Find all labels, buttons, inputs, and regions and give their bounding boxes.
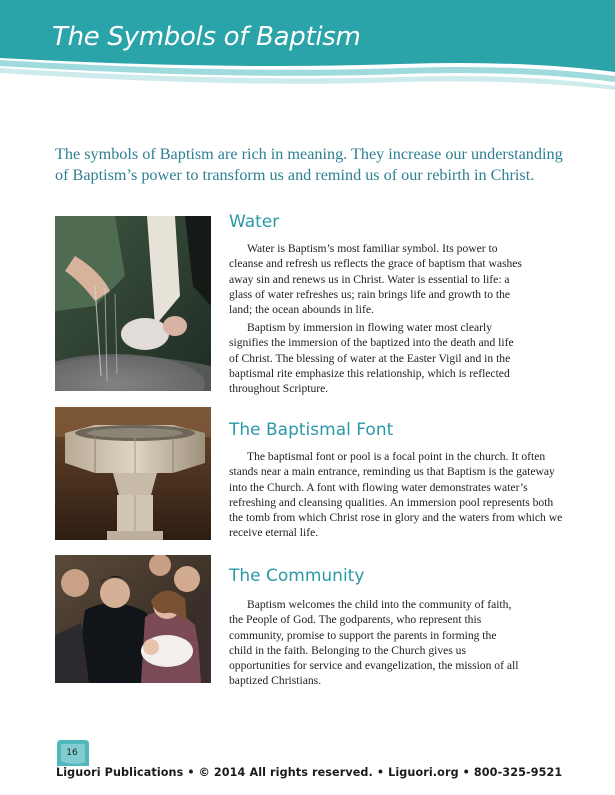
- water-paragraph-2: Baptism by immersion in flowing water most clearly signifies the immersion of the baptized into the death and life of Christ. The blessing of water at the Easter Vigil and in the baptismal rite emphasize this relationship, which is reflected throughout Scripture.: [229, 321, 514, 396]
- section-title-community: The Community: [229, 566, 365, 586]
- baptismal-font-photo: [55, 407, 211, 540]
- water-photo: [55, 216, 211, 391]
- section-title-baptismal-font: The Baptismal Font: [229, 420, 394, 440]
- baptismal-font-paragraph: The baptismal font or pool is a focal point in the church. It often stands near a main entrance, reminding us that Baptism is the gateway into the Church. A font with flowing water demonstrates water’s refreshing and cleansing qualities. An immersion pool represents both the tomb from which Christ rose in glory and the waters from which we receive eternal life.: [229, 450, 563, 540]
- header-band: [0, 0, 615, 95]
- footer-text: Liguori Publications • © 2014 All rights reserved. • Liguori.org • 800-325-9521: [56, 766, 563, 779]
- page-number-badge: [57, 740, 89, 766]
- section-title-water: Water: [229, 212, 280, 232]
- community-paragraph: Baptism welcomes the child into the community of faith, the People of God. The godparents, who represent this community, promise to support the parents in forming the child in the faith. Belonging to the Church gives us opportunities for service and evangelization, the mission of all baptized Christians.: [229, 598, 519, 688]
- water-paragraph-1: Water is Baptism’s most familiar symbol. Its power to cleanse and refresh us reflects the grace of baptism that washes away sin and renews us in Christ. Water is essential to life: a glass of water refreshes us; rain brings life and growth to the land; the ocean abounds in life.: [229, 242, 522, 317]
- community-photo: [55, 555, 211, 683]
- page-title: The Symbols of Baptism: [52, 22, 361, 52]
- intro-text: The symbols of Baptism are rich in meaning. They increase our understanding of Baptism’s power to transform us and remind us of our rebirth in Christ.: [55, 145, 563, 184]
- page-number: 16: [66, 748, 78, 758]
